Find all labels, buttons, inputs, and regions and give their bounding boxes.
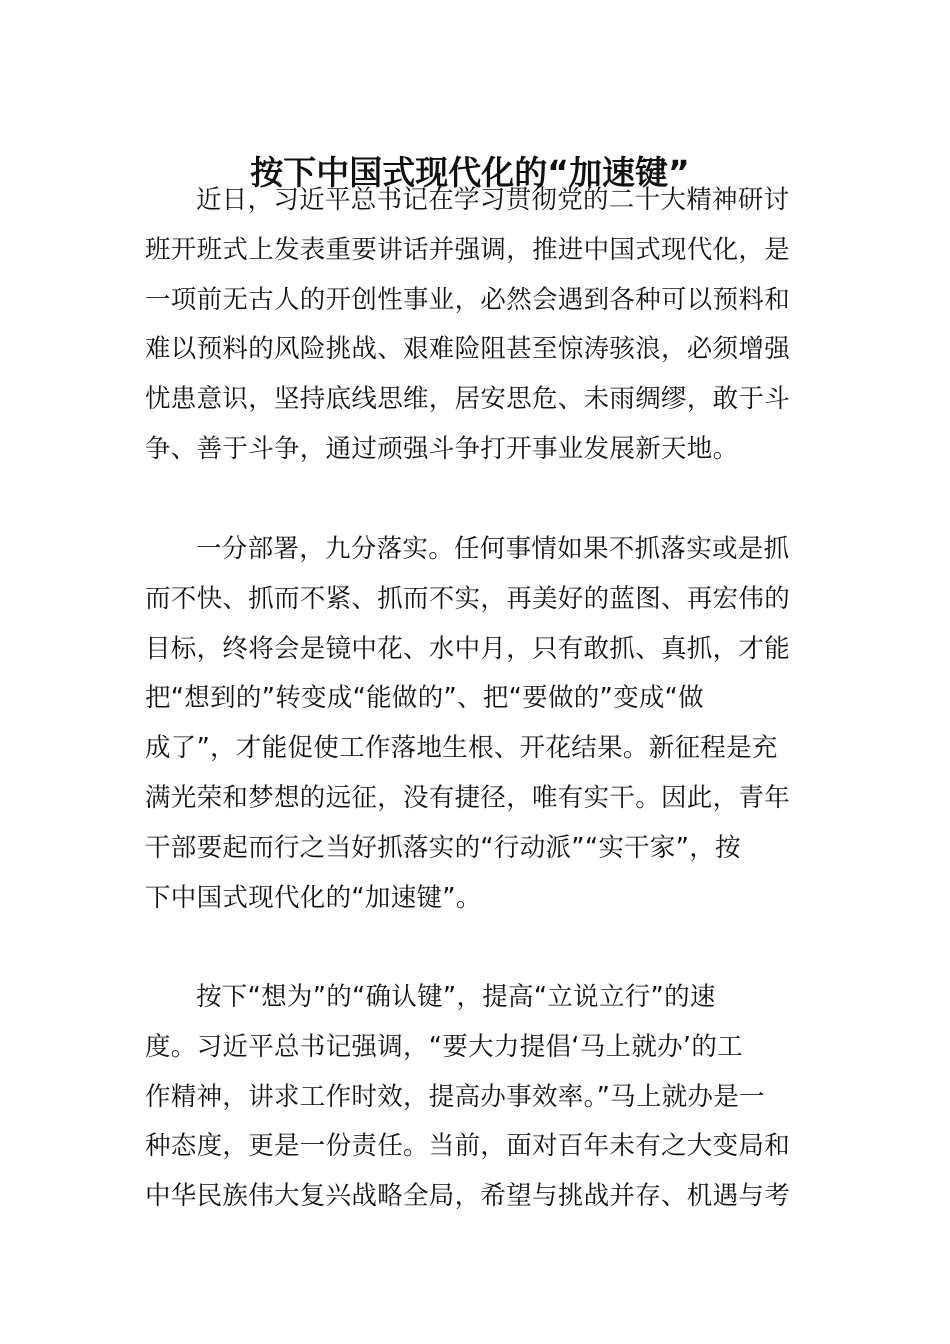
paragraph-line: 干部要起而行之当好抓落实的“行动派”“实干家”，按 [145, 832, 741, 863]
paragraph-line: 班开班式上发表重要讲话并强调，推进中国式现代化，是 [145, 234, 791, 265]
paragraph-line: 成了”，才能促使工作落地生根、开花结果。新征程是充 [145, 733, 778, 764]
paragraph-line: 目标，终将会是镜中花、水中月，只有敢抓、真抓，才能 [145, 633, 791, 664]
paragraph-line: 把“想到的”转变成“能做的”、把“要做的”变成“做 [145, 683, 704, 714]
paragraph-line: 忧患意识，坚持底线思维，居安思危、未雨绸缪，敢于斗 [145, 384, 791, 415]
paragraph-line: 中华民族伟大复兴战略全局，希望与挑战并存、机遇与考 [145, 1181, 791, 1212]
paragraph-line: 争、善于斗争，通过顽强斗争打开事业发展新天地。 [145, 433, 739, 464]
paragraph-1 [145, 176, 825, 475]
paragraph-line: 难以预料的风险挑战、艰难险阻甚至惊涛骇浪，必须增强 [145, 334, 791, 365]
paragraph-line: 种态度，更是一份责任。当前，面对百年未有之大变局和 [145, 1131, 791, 1162]
paragraph-line: 一项前无古人的开创性事业，必然会遇到各种可以预料和 [145, 284, 791, 315]
paragraph-2 [145, 525, 825, 923]
paragraph-3 [145, 973, 825, 1222]
paragraph-line: 按下“想为”的“确认键”，提高“立说立行”的速 [196, 982, 716, 1012]
paragraph-line: 下中国式现代化的“加速键”。 [145, 882, 482, 913]
paragraph-line: 而不快、抓而不紧、抓而不实，再美好的蓝图、再宏伟的 [145, 583, 791, 614]
paragraph-line: 满光荣和梦想的远征，没有捷径，唯有实干。因此，青年 [145, 782, 791, 813]
paragraph-line: 一分部署，九分落实。任何事情如果不抓落实或是抓 [196, 534, 790, 564]
paragraph-line: 作精神，讲求工作时效，提高办事效率。”马上就办是一 [145, 1081, 765, 1112]
paragraph-line: 度。习近平总书记强调，“要大力提倡‘马上就办’的工 [145, 1031, 743, 1062]
document-title: 按下中国式现代化的“加速键” [250, 153, 690, 193]
paragraph-line: 近日，习近平总书记在学习贯彻党的二十大精神研讨 [196, 185, 790, 215]
